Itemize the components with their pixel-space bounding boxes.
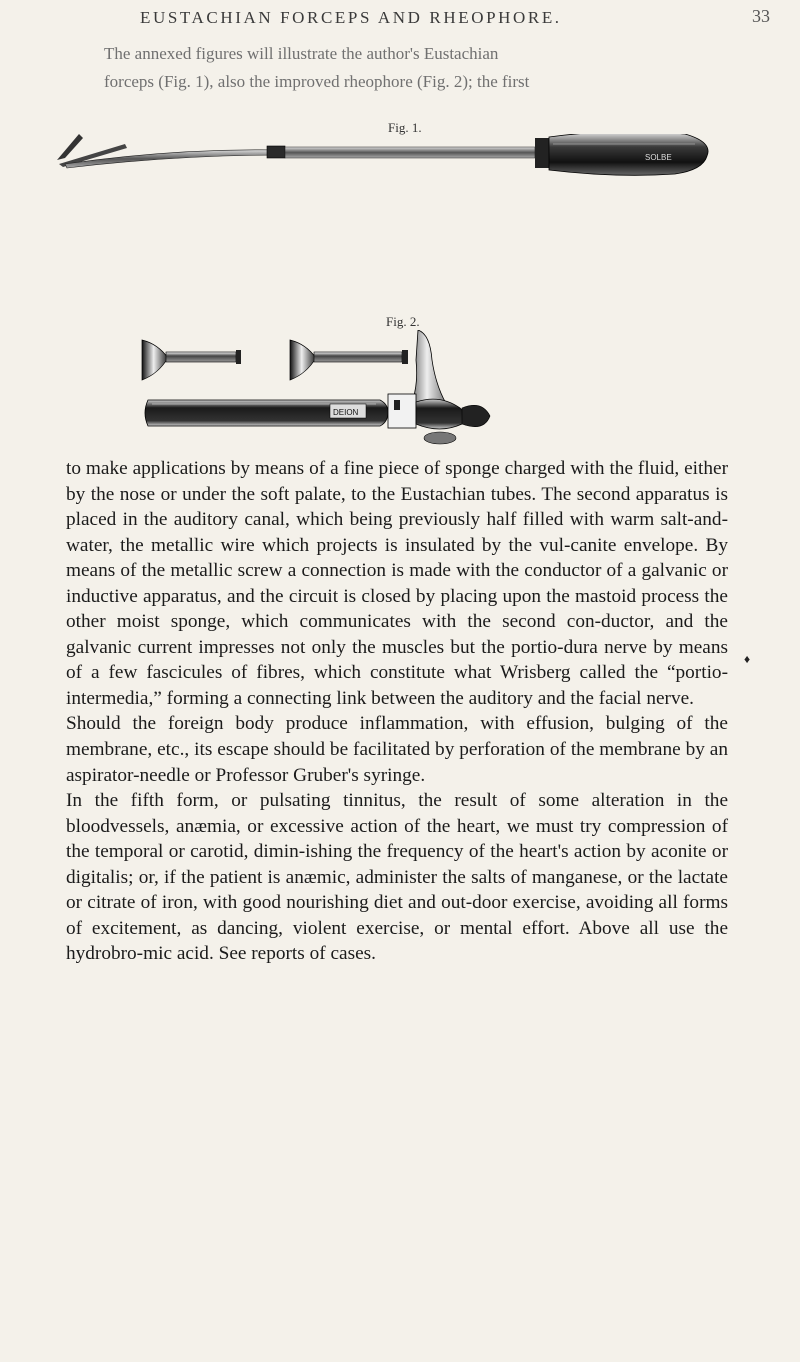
- forceps-handle: [549, 134, 708, 175]
- fig2-caption: Fig. 2.: [386, 314, 420, 329]
- running-title: EUSTACHIAN FORCEPS AND RHEOPHORE.: [140, 8, 562, 27]
- fig1-caption: Fig. 1.: [388, 120, 422, 135]
- page-number: 33: [752, 6, 770, 26]
- forceps-joint: [267, 146, 285, 158]
- forceps-collar: [535, 138, 549, 168]
- fig1-handle-mark: SOLBE: [645, 153, 672, 162]
- intro-line-1: The annexed figures will illustrate the author's Eustachian: [104, 44, 499, 63]
- rheophore-connector: [388, 394, 416, 428]
- rheophore-small-piece-2: [290, 340, 408, 380]
- fig2-handle-mark: DEION: [333, 408, 359, 417]
- intro-text: [104, 40, 728, 96]
- margin-mark: ♦: [744, 652, 751, 666]
- intro-line-2: forceps (Fig. 1), also the improved rheophore (Fig. 2); the first: [104, 72, 530, 91]
- forceps-barrel: [285, 147, 535, 158]
- fig2-rheophore-illustration: [140, 330, 700, 448]
- rheophore-screw: [424, 432, 456, 444]
- paragraph-3: In the fifth form, or pulsating tinnitus, the result of some alteration in the bloodvessels, anæmia, or excessive action of the heart, we must try compression of the temporal or carotid, dimin-ishing the frequency of the heart's action by aconite or digitalis; or, if the patient is anæmic, administer the salts of manganese, or the lactate or citrate of iron, with good nourishing diet and out-door exercise, avoiding all forms of excitement, as dancing, violent exercise, or mental effort. Above all use the hydrobro-mic acid. See reports of cases.: [66, 790, 728, 965]
- paragraph-2: Should the foreign body produce inflammation, with effusion, bulging of the membrane, etc., its escape should be facilitated by perforation of the membrane by an aspirator-needle or Professor Gruber's syringe.: [66, 713, 728, 786]
- rheophore-sponge-tip: [462, 405, 490, 426]
- rheophore-small-piece-1: [142, 340, 241, 380]
- body-text: [66, 456, 728, 967]
- fig1-forceps-illustration: [55, 134, 715, 296]
- forceps-tip-hook: [57, 134, 83, 160]
- paragraph-1: to make applications by means of a fine piece of sponge charged with the fluid, either by the nose or under the soft palate, to the Eustachian tubes. The second apparatus is placed in the auditory canal, which being previously half filled with warm salt-and-water, the metallic wire which projects is insulated by the vul-canite envelope. By means of the metallic screw a connection is made with the conductor of a galvanic or inductive apparatus, and the circuit is closed by placing upon the mastoid process the other moist sponge, which communicates with the second con-ductor, and the galvanic current impresses not only the muscles but the portio-dura nerve by means of a few fascicules of fibres, which constitute what Wrisberg called the “portio-intermedia,” forming a connecting link between the auditory and the facial nerve.: [66, 458, 728, 709]
- rheophore-tapered-end: [416, 399, 466, 429]
- running-head: [0, 2, 800, 32]
